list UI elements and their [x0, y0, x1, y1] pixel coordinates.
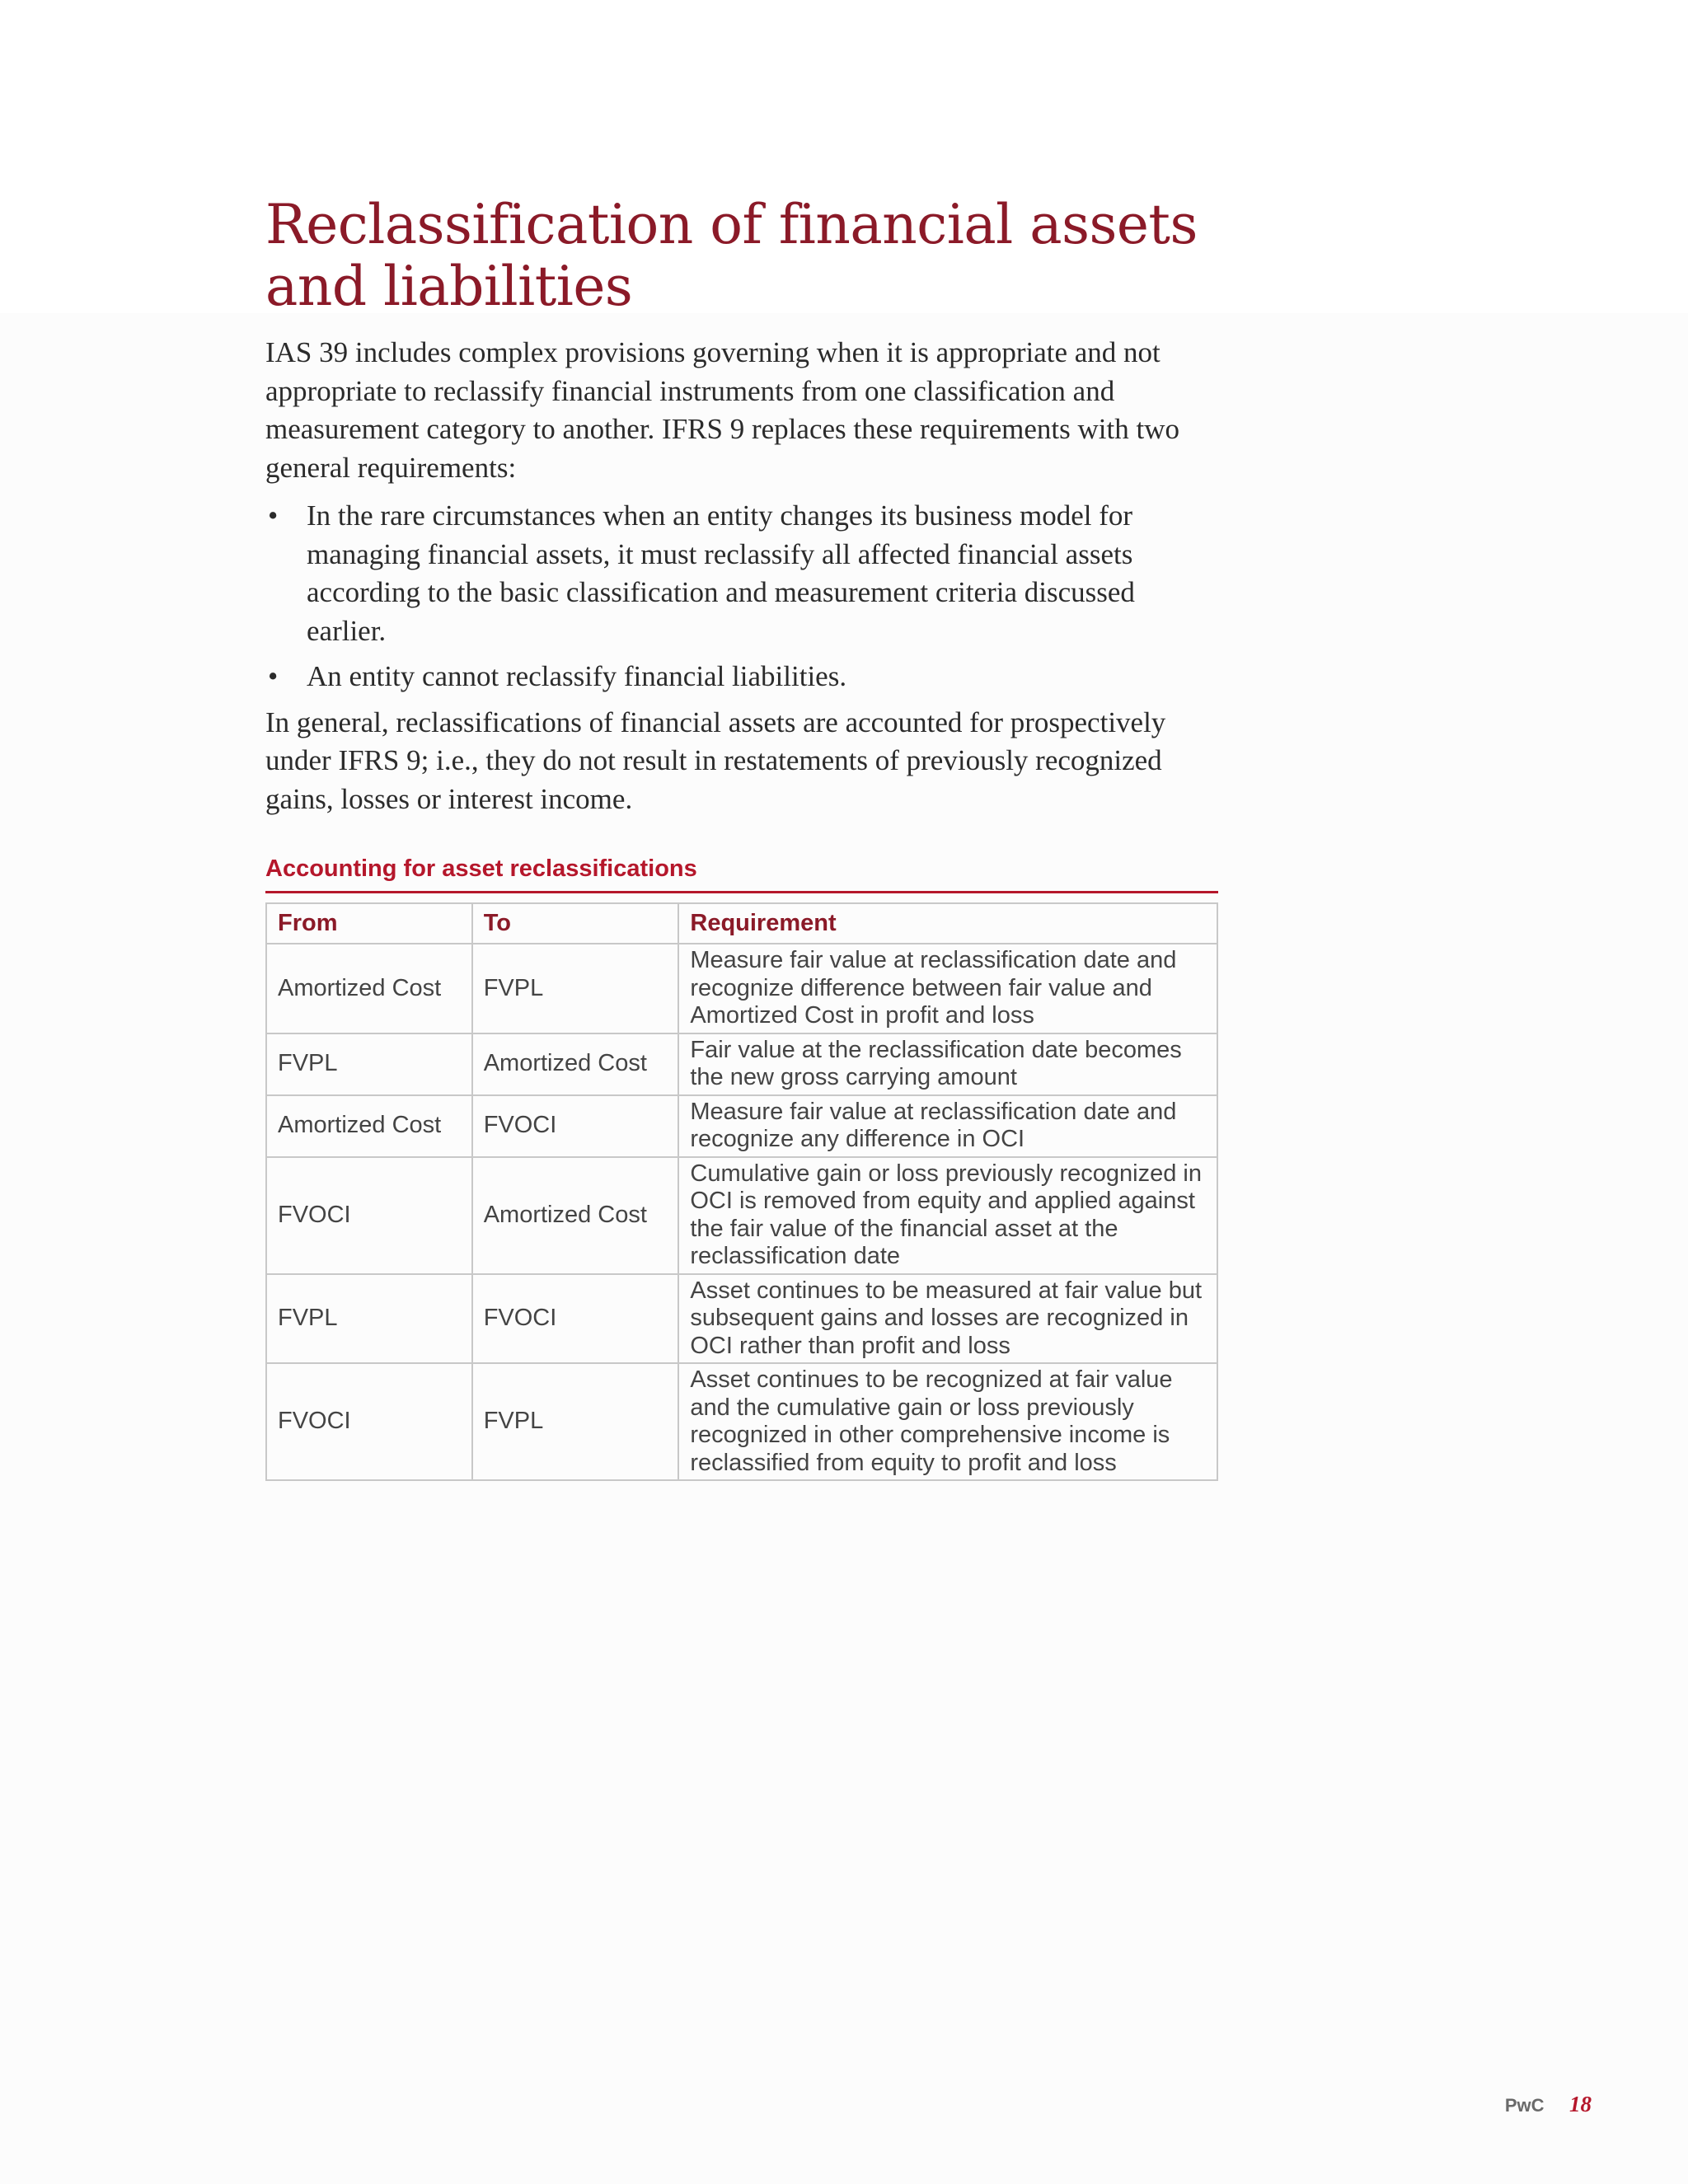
cell-from: FVOCI	[266, 1157, 472, 1274]
cell-to: Amortized Cost	[472, 1033, 679, 1095]
page-title: Reclassification of financial assets and liabilities	[265, 193, 1198, 318]
cell-from: FVOCI	[266, 1363, 472, 1480]
table-row	[266, 1274, 1217, 1364]
footer-brand: PwC	[1504, 2095, 1545, 2116]
cell-to: FVOCI	[472, 1095, 679, 1157]
intro-paragraph: IAS 39 includes complex provisions governing when it is appropriate and not appropriate to reclassify financial instruments from one classification and measurement category to another. IFRS 9 replaces these requirements with two general requirements:	[265, 336, 1179, 484]
cell-requirement: Fair value at the reclassification date becomes the new gross carrying amount	[678, 1033, 1217, 1095]
column-header-requirement: Requirement	[678, 903, 1217, 944]
table-row	[266, 1363, 1217, 1480]
cell-from: Amortized Cost	[266, 1095, 472, 1157]
list-item	[265, 658, 1218, 696]
cell-requirement: Asset continues to be measured at fair value but subsequent gains and losses are recognized in OCI rather than profit and loss	[678, 1274, 1217, 1364]
cell-requirement: Asset continues to be recognized at fair value and the cumulative gain or loss previously recognized in other comprehensive income is reclassified from equity to profit and loss	[678, 1363, 1217, 1480]
table-row	[266, 944, 1217, 1033]
list-item-text: An entity cannot reclassify financial liabilities.	[307, 660, 847, 692]
table-header-row	[266, 903, 1217, 944]
list-item-text: In the rare circumstances when an entity changes its business model for managing financial assets, it must reclassify all affected financial assets according to the basic classification and measurement criteria discussed earlier.	[307, 499, 1135, 647]
reclassification-table	[265, 902, 1218, 1481]
cell-from: FVPL	[266, 1033, 472, 1095]
cell-to: FVPL	[472, 944, 679, 1033]
bullet-icon: •	[268, 660, 279, 692]
page-number: 18	[1569, 2092, 1592, 2116]
table-row	[266, 1095, 1217, 1157]
page-content	[265, 194, 1218, 1481]
cell-to: FVOCI	[472, 1274, 679, 1364]
list-item	[265, 497, 1218, 650]
cell-requirement: Measure fair value at reclassification date and recognize any difference in OCI	[678, 1095, 1217, 1157]
table-row	[266, 1033, 1217, 1095]
table-heading: Accounting for asset reclassifications	[265, 855, 1218, 893]
cell-from: Amortized Cost	[266, 944, 472, 1033]
closing-paragraph: In general, reclassifications of financial assets are accounted for prospectively under IFRS 9; i.e., they do not result in restatements of previously recognized gains, losses or interest income.	[265, 705, 1166, 815]
table-row	[266, 1157, 1217, 1274]
cell-to: FVPL	[472, 1363, 679, 1480]
page-footer	[1505, 2092, 1592, 2117]
cell-to: Amortized Cost	[472, 1157, 679, 1274]
column-header-to: To	[472, 903, 679, 944]
cell-from: FVPL	[266, 1274, 472, 1364]
requirements-list	[265, 497, 1218, 696]
cell-requirement: Cumulative gain or loss previously recognized in OCI is removed from equity and applied against the fair value of the financial asset at the reclassification date	[678, 1157, 1217, 1274]
cell-requirement: Measure fair value at reclassification date and recognize difference between fair value and Amortized Cost in profit and loss	[678, 944, 1217, 1033]
column-header-from: From	[266, 903, 472, 944]
bullet-icon: •	[268, 499, 279, 532]
